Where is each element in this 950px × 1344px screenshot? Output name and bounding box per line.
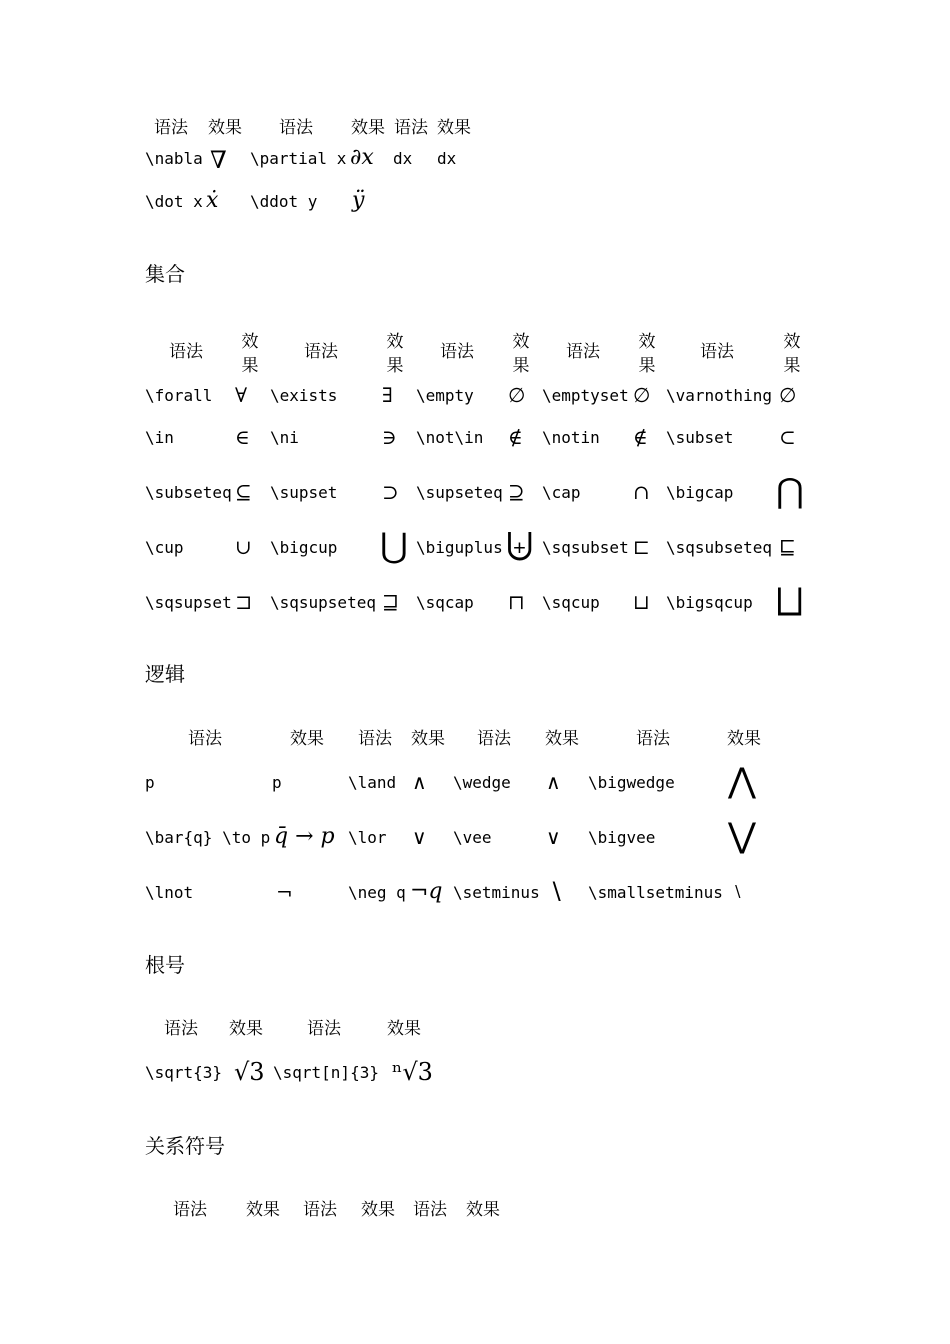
header-effect: 效果	[351, 118, 385, 138]
header-syntax: 语法	[169, 342, 203, 362]
supset-symbol: ⊃	[382, 480, 399, 504]
sqsubseteq-symbol: ⊑	[779, 535, 796, 559]
supseteq-symbol: ⊇	[508, 480, 525, 504]
notin-symbol: ∉	[633, 425, 648, 449]
syntax-cell: \sqsubseteq	[666, 538, 772, 557]
syntax-cell: \vee	[453, 828, 492, 847]
syntax-cell: \cap	[542, 483, 581, 502]
header-effect: 效果	[290, 729, 324, 749]
effect-cell: p	[272, 773, 282, 792]
header-effect: 效果	[437, 118, 471, 138]
vee-symbol: ∨	[546, 825, 561, 849]
syntax-cell: \notin	[542, 428, 600, 447]
lnot-symbol: ¬	[276, 880, 293, 904]
empty-symbol: ∅	[508, 383, 526, 407]
header-effect: 效果	[229, 1019, 263, 1039]
syntax-cell: \bigcap	[666, 483, 734, 502]
section-title: 集合	[145, 262, 185, 286]
syntax-cell: \sqcup	[542, 593, 600, 612]
header-syntax: 语法	[154, 118, 188, 138]
header-syntax: 语法	[566, 342, 600, 362]
syntax-cell: \varnothing	[666, 386, 772, 405]
header-effect: 效果	[361, 1200, 395, 1220]
header-syntax: 语法	[394, 118, 428, 138]
ni-symbol: ∋	[382, 425, 397, 449]
syntax-cell: \lnot	[145, 883, 194, 902]
syntax-cell: \setminus	[453, 883, 540, 902]
neg-q-formula: ¬q	[410, 879, 443, 904]
syntax-cell: \bar{q} \to p	[145, 828, 271, 847]
header-effect: 效果	[246, 1200, 280, 1220]
forall-symbol: ∀	[235, 383, 248, 407]
header-effect: 效果	[466, 1200, 500, 1220]
subseteq-symbol: ⊆	[235, 480, 252, 504]
sqsubset-symbol: ⊏	[633, 535, 650, 559]
header-effect: 效果	[208, 118, 242, 138]
syntax-cell: \supseteq	[416, 483, 503, 502]
header-syntax: 语法	[304, 342, 338, 362]
syntax-cell: \bigwedge	[588, 773, 675, 792]
syntax-cell: \subseteq	[145, 483, 232, 502]
header-syntax: 语法	[636, 729, 670, 749]
varnothing-symbol: ∅	[779, 383, 797, 407]
syntax-cell: \nabla	[145, 149, 203, 168]
header-syntax: 语法	[164, 1019, 198, 1039]
bar-q-to-p-formula: q̄ → p	[274, 824, 335, 849]
syntax-cell: \subset	[666, 428, 734, 447]
syntax-cell: \dot x	[145, 192, 203, 211]
header-effect: 效果	[241, 332, 259, 376]
setminus-symbol: ∖	[548, 878, 564, 906]
header-syntax: 语法	[440, 342, 474, 362]
header-effect: 效果	[411, 729, 445, 749]
header-syntax: 语法	[700, 342, 734, 362]
header-effect: 效果	[638, 332, 656, 376]
syntax-cell: \wedge	[453, 773, 511, 792]
syntax-cell: \emptyset	[542, 386, 629, 405]
nth-root-formula: ⁿ√3	[392, 1058, 433, 1086]
section-title: 根号	[145, 953, 185, 977]
cup-symbol: ∪	[235, 535, 252, 559]
partial-symbol: ∂x	[350, 145, 374, 170]
header-syntax: 语法	[173, 1200, 207, 1220]
syntax-cell: \bigvee	[588, 828, 656, 847]
header-syntax: 语法	[307, 1019, 341, 1039]
lor-symbol: ∨	[412, 825, 427, 849]
syntax-cell: \sqsubset	[542, 538, 629, 557]
bigcup-symbol: ⋃	[380, 526, 408, 566]
syntax-cell: \in	[145, 428, 174, 447]
syntax-cell: \bigsqcup	[666, 593, 753, 612]
sqsupseteq-symbol: ⊒	[382, 590, 399, 614]
land-symbol: ∧	[412, 770, 427, 794]
syntax-cell: \ni	[270, 428, 299, 447]
header-effect: 效果	[727, 729, 761, 749]
syntax-cell: \partial x	[250, 149, 347, 168]
syntax-cell: p	[145, 773, 155, 792]
header-syntax: 语法	[477, 729, 511, 749]
biguplus-symbol: ⨄	[506, 526, 534, 566]
bigvee-symbol: ⋁	[728, 816, 756, 856]
syntax-cell: dx	[393, 149, 413, 168]
syntax-cell: \supset	[270, 483, 338, 502]
smallsetminus-symbol: ∖	[732, 882, 743, 901]
syntax-cell: \biguplus	[416, 538, 503, 557]
syntax-cell: \sqsupseteq	[270, 593, 376, 612]
syntax-cell: \sqcap	[416, 593, 474, 612]
header-syntax: 语法	[358, 729, 392, 749]
in-symbol: ∈	[235, 425, 250, 449]
bigcap-symbol: ⋂	[776, 471, 804, 511]
bigwedge-symbol: ⋀	[728, 761, 756, 801]
header-effect: 效果	[387, 1019, 421, 1039]
section-title: 关系符号	[145, 1134, 225, 1158]
syntax-cell: \sqsupset	[145, 593, 232, 612]
header-effect: 效果	[512, 332, 530, 376]
emptyset-symbol: ∅	[633, 383, 651, 407]
ddot-symbol: ÿ	[352, 188, 365, 213]
sqsupset-symbol: ⊐	[235, 590, 252, 614]
sqrt-formula: √3	[234, 1058, 265, 1086]
header-syntax: 语法	[188, 729, 222, 749]
syntax-cell: \forall	[145, 386, 213, 405]
syntax-cell: \lor	[348, 828, 387, 847]
syntax-cell: \cup	[145, 538, 184, 557]
cap-symbol: ∩	[633, 480, 650, 504]
section-title: 逻辑	[145, 662, 185, 686]
syntax-cell: \ddot y	[250, 192, 318, 211]
effect-cell: dx	[437, 149, 457, 168]
exists-symbol: ∃	[382, 383, 393, 407]
header-effect: 效果	[783, 332, 801, 376]
syntax-cell: \smallsetminus	[588, 883, 723, 902]
subset-symbol: ⊂	[779, 425, 796, 449]
header-syntax: 语法	[413, 1200, 447, 1220]
header-effect: 效果	[545, 729, 579, 749]
syntax-cell: \sqrt[n]{3}	[273, 1063, 379, 1082]
sqcup-symbol: ⊔	[633, 590, 650, 614]
syntax-cell: \bigcup	[270, 538, 338, 557]
header-effect: 效果	[386, 332, 404, 376]
syntax-cell: \exists	[270, 386, 338, 405]
wedge-symbol: ∧	[546, 770, 561, 794]
syntax-cell: \land	[348, 773, 397, 792]
syntax-cell: \sqrt{3}	[145, 1063, 223, 1082]
syntax-cell: \not\in	[416, 428, 484, 447]
header-syntax: 语法	[279, 118, 313, 138]
nabla-symbol: ∇	[210, 146, 227, 174]
sqcap-symbol: ⊓	[508, 590, 525, 614]
not-in-symbol: ∉	[508, 425, 523, 449]
syntax-cell: \empty	[416, 386, 474, 405]
header-syntax: 语法	[303, 1200, 337, 1220]
dot-symbol: ẋ	[206, 188, 219, 213]
syntax-cell: \neg q	[348, 883, 406, 902]
bigsqcup-symbol: ⨆	[776, 581, 804, 621]
